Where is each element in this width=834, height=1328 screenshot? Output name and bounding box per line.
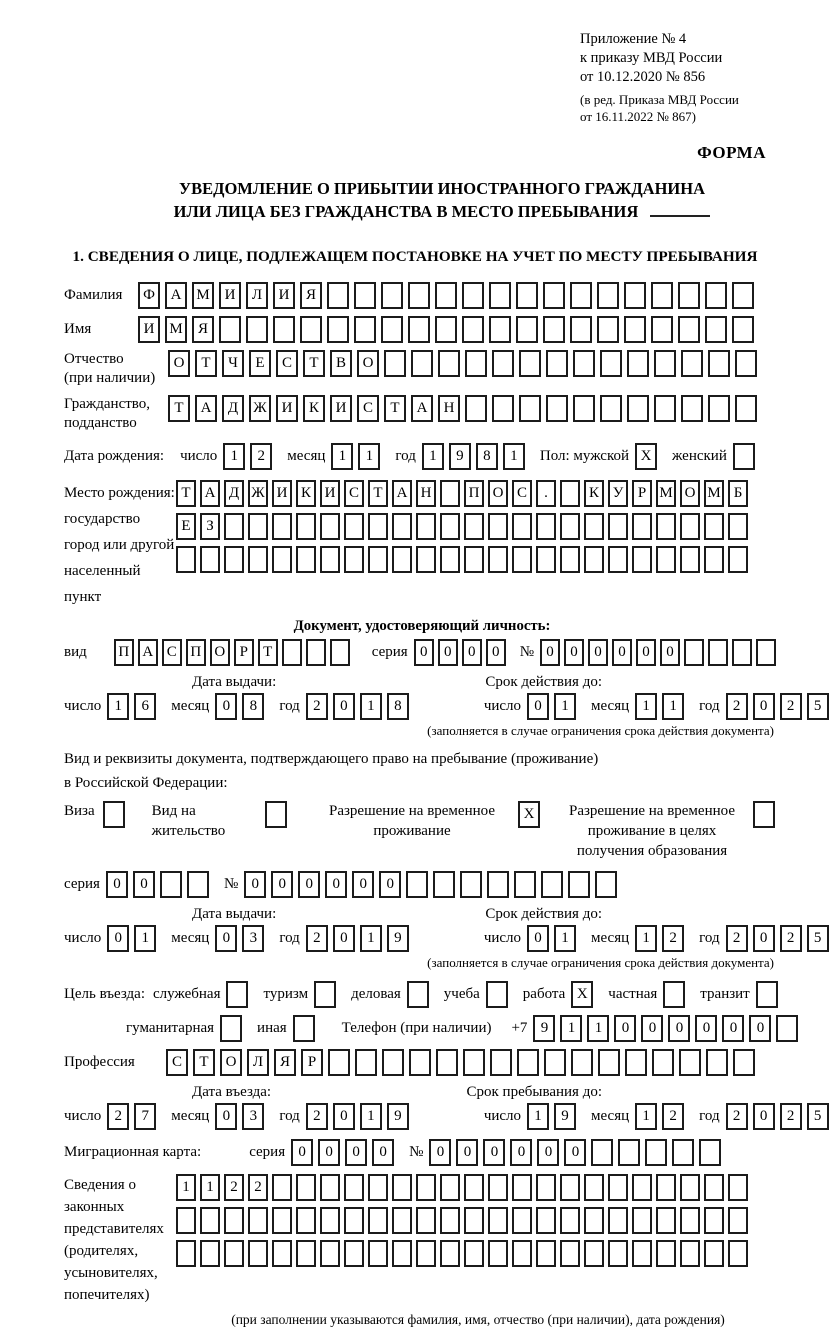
purpose-business-checkbox[interactable]	[407, 981, 434, 1008]
section-1-heading: 1. СВЕДЕНИЯ О ЛИЦЕ, ПОДЛЕЖАЩЕМ ПОСТАНОВКЕ НА УЧЕТ ПО МЕСТУ ПРЕБЫВАНИЯ	[72, 248, 758, 265]
name-row	[64, 316, 780, 343]
order-reference	[580, 30, 780, 125]
birth-day-label: число	[180, 448, 218, 464]
stay-valid-year-cells[interactable]: 2 0 2 5	[726, 925, 834, 952]
stay-issue-title: Дата выдачи:	[192, 906, 277, 922]
option-visa: Виза	[64, 801, 130, 828]
surname-label: Фамилия	[64, 287, 123, 303]
identity-kind-label: вид	[64, 644, 87, 660]
migration-series-label: серия	[249, 1144, 286, 1160]
name-label: Имя	[64, 321, 92, 337]
profession-row	[64, 1049, 780, 1076]
issue-year-label: год	[279, 698, 300, 714]
representatives-note: (при заполнении указываются фамилия, имя, отчество (при наличии), дата рождения)	[231, 1312, 725, 1327]
birthplace-block	[64, 480, 780, 610]
forma-label: ФОРМА	[697, 143, 766, 162]
purpose-study-label: учеба	[443, 986, 480, 1002]
residence-permit-checkbox[interactable]	[265, 801, 292, 828]
migration-number-cells[interactable]: 0 0 0 0 0 0	[429, 1139, 726, 1166]
identity-issue-month-cells[interactable]: 0 8	[215, 693, 269, 720]
patronymic-cells[interactable]: О Т Ч Е С Т В О	[168, 350, 762, 377]
stay-series-cells[interactable]: 0 0	[106, 871, 214, 898]
citizenship-label: Гражданство,	[64, 396, 151, 412]
stay-number-label: №	[223, 876, 239, 892]
stay-until-year-cells[interactable]: 2 0 2 5	[726, 1103, 834, 1130]
purpose-private-label: частная	[608, 986, 658, 1002]
stay-issue-year-label: год	[279, 930, 300, 946]
purpose-other-checkbox[interactable]	[293, 1015, 320, 1042]
stay-until-month-cells[interactable]: 1 2	[635, 1103, 689, 1130]
purpose-row-2	[126, 1015, 780, 1042]
stay-until-month-label: месяц	[591, 1108, 630, 1124]
representatives-block: Сведения о законных представителях (родителях, усыновителях, попечителях) 1 1 2 2	[64, 1174, 780, 1306]
stay-doc-intro-2: в Российской Федерации:	[64, 775, 228, 791]
purpose-private-checkbox[interactable]	[663, 981, 690, 1008]
identity-series-label: серия	[371, 644, 408, 660]
birth-date-label: Дата рождения:	[64, 448, 165, 464]
valid-month-label: месяц	[591, 698, 630, 714]
identity-doc-row	[64, 639, 780, 666]
surname-row	[64, 282, 780, 309]
valid-year-label: год	[699, 698, 720, 714]
birth-month-cells[interactable]: 1 1	[331, 443, 385, 470]
citizenship-label-2: подданство	[64, 415, 137, 431]
purpose-transit-checkbox[interactable]	[756, 981, 783, 1008]
identity-valid-year-cells[interactable]: 2 0 2 5	[726, 693, 834, 720]
identity-doc-dates	[64, 693, 822, 720]
purpose-row	[64, 981, 780, 1008]
order-reference-line: от 10.12.2020 № 856	[580, 69, 706, 85]
patronymic-row	[64, 350, 780, 388]
stay-until-day-cells[interactable]: 1 9	[527, 1103, 581, 1130]
birth-year-cells[interactable]: 1 9 8 1	[422, 443, 530, 470]
entry-valid-title: Срок пребывания до:	[466, 1084, 602, 1100]
stay-valid-day-label: число	[483, 930, 522, 946]
form-title	[104, 177, 780, 223]
identity-issue-year-cells[interactable]: 2 0 1 8	[306, 693, 414, 720]
birthplace-cells-row2[interactable]: Е З	[176, 513, 752, 540]
identity-valid-note: (заполняется в случае ограничения срока действия документа)	[427, 723, 774, 738]
birth-year-label: год	[395, 448, 416, 464]
entry-month-label: месяц	[171, 1108, 210, 1124]
representatives-cells-row1[interactable]: 1 1 2 2	[176, 1174, 752, 1201]
form-title-line1: УВЕДОМЛЕНИЕ О ПРИБЫТИИ ИНОСТРАННОГО ГРАЖДАНИНА	[178, 179, 706, 198]
entry-month-cells[interactable]: 0 3	[215, 1103, 269, 1130]
identity-number-cells[interactable]: 0 0 0 0 0 0	[540, 639, 780, 666]
entry-year-cells[interactable]: 2 0 1 9	[306, 1103, 414, 1130]
migration-series-cells[interactable]: 0 0 0 0	[291, 1139, 399, 1166]
profession-label: Профессия	[64, 1054, 135, 1070]
birth-month-label: месяц	[287, 448, 326, 464]
purpose-work-label: работа	[522, 986, 566, 1002]
migration-card-row	[64, 1139, 780, 1166]
stay-doc-date-titles	[64, 906, 780, 923]
purpose-tourism-label: туризм	[263, 986, 309, 1002]
stay-issue-month-label: месяц	[171, 930, 210, 946]
entry-date-titles	[64, 1084, 780, 1101]
stay-number-cells[interactable]: 0 0 0 0 0 0	[244, 871, 622, 898]
purpose-study-checkbox[interactable]	[486, 981, 513, 1008]
phone-cells[interactable]: 9 1 1 0 0 0 0 0 0	[533, 1015, 803, 1042]
name-cells[interactable]: И М Я	[138, 316, 759, 343]
stay-issue-month-cells[interactable]: 0 3	[215, 925, 269, 952]
sex-female-checkbox[interactable]	[733, 443, 760, 470]
stay-valid-year-label: год	[699, 930, 720, 946]
phone-label: Телефон (при наличии)	[341, 1020, 492, 1036]
sex-male-checkbox[interactable]: X	[635, 443, 662, 470]
stay-valid-title: Срок действия до:	[485, 906, 602, 922]
stay-valid-month-label: месяц	[591, 930, 630, 946]
birth-day-cells[interactable]: 1 2	[223, 443, 277, 470]
profession-cells[interactable]: С Т О Л Я Р	[166, 1049, 760, 1076]
option-temp-residence-education: Разрешение на временное проживание в целях получения образования	[559, 801, 780, 861]
purpose-humanitarian-checkbox[interactable]	[220, 1015, 247, 1042]
stay-doc-dates	[64, 925, 822, 952]
purpose-transit-label: транзит	[700, 986, 750, 1002]
visa-checkbox[interactable]	[103, 801, 130, 828]
entry-dates	[64, 1103, 822, 1130]
purpose-label: Цель въезда:	[64, 986, 145, 1002]
stay-until-day-label: число	[483, 1108, 522, 1124]
stay-issue-day-cells[interactable]: 0 1	[107, 925, 161, 952]
identity-issue-day-cells[interactable]: 1 6	[107, 693, 161, 720]
stay-valid-day-cells[interactable]: 0 1	[527, 925, 581, 952]
phone-prefix: +7	[511, 1020, 528, 1036]
patronymic-label-2: (при наличии)	[64, 370, 156, 386]
birthplace-label: Место рождения:	[64, 485, 175, 501]
migration-card-label: Миграционная карта:	[64, 1144, 202, 1160]
valid-day-label: число	[483, 698, 522, 714]
purpose-other-label: иная	[257, 1020, 287, 1036]
identity-number-label: №	[519, 644, 534, 660]
sex-female-label: женский	[672, 448, 727, 464]
birthplace-label-state: государство	[64, 511, 141, 527]
temp-residence-education-checkbox[interactable]	[753, 801, 780, 828]
stay-until-year-label: год	[699, 1108, 720, 1124]
entry-day-label: число	[64, 1108, 102, 1124]
birthplace-label-settlement: населенный пункт	[64, 563, 141, 605]
stay-doc-options	[64, 801, 780, 861]
stay-valid-month-cells[interactable]: 1 2	[635, 925, 689, 952]
identity-doc-date-titles	[64, 674, 780, 691]
stay-issue-day-label: число	[64, 930, 102, 946]
stay-issue-year-cells[interactable]: 2 0 1 9	[306, 925, 414, 952]
identity-valid-title: Срок действия до:	[485, 674, 602, 690]
identity-kind-cells[interactable]: П А С П О Р Т	[114, 639, 354, 666]
issue-month-label: месяц	[171, 698, 210, 714]
order-revision-line: (в ред. Приказа МВД России	[580, 92, 739, 107]
migration-number-label: №	[409, 1144, 424, 1160]
representatives-label: Сведения о	[64, 1177, 136, 1193]
birthplace-label-city: город или другой	[64, 537, 175, 553]
entry-date-title: Дата въезда:	[192, 1084, 272, 1100]
representatives-cells-row3[interactable]	[176, 1240, 752, 1267]
order-revision-line: от 16.11.2022 № 867)	[580, 109, 697, 124]
birthplace-cells-row1[interactable]: Т А Д Ж И К И С Т А Н П О С . К У Р М О М Б	[176, 480, 752, 507]
purpose-official-checkbox[interactable]	[226, 981, 253, 1008]
identity-issue-title: Дата выдачи:	[192, 674, 277, 690]
identity-valid-day-cells[interactable]: 0 1	[527, 693, 581, 720]
birthplace-cells-row3[interactable]	[176, 546, 752, 573]
identity-doc-heading: Документ, удостоверяющий личность:	[293, 618, 551, 634]
issue-day-label: число	[64, 698, 102, 714]
entry-year-label: год	[279, 1108, 300, 1124]
title-blank-line	[650, 215, 710, 217]
birth-date-row	[64, 443, 780, 470]
identity-series-cells[interactable]: 0 0 0 0	[414, 639, 510, 666]
representatives-cells-row2[interactable]	[176, 1207, 752, 1234]
option-residence-permit: Вид на жительство	[152, 801, 292, 841]
citizenship-row	[64, 395, 780, 433]
purpose-official-label: служебная	[152, 986, 221, 1002]
stay-series-label: серия	[64, 876, 100, 892]
purpose-tourism-checkbox[interactable]	[314, 981, 341, 1008]
stay-valid-note: (заполняется в случае ограничения срока действия документа)	[427, 955, 774, 970]
citizenship-cells[interactable]: Т А Д Ж И К И С Т А Н	[168, 395, 762, 422]
sex-male-label: Пол: мужской	[539, 448, 630, 464]
entry-day-cells[interactable]: 2 7	[107, 1103, 161, 1130]
form-title-line2: ИЛИ ЛИЦА БЕЗ ГРАЖДАНСТВА В МЕСТО ПРЕБЫВАНИЯ	[173, 202, 639, 221]
purpose-business-label: деловая	[351, 986, 401, 1002]
identity-valid-month-cells[interactable]: 1 1	[635, 693, 689, 720]
purpose-humanitarian-label: гуманитарная	[126, 1020, 215, 1036]
surname-cells[interactable]: Ф А М И Л И Я	[138, 282, 759, 309]
temp-residence-checkbox[interactable]: X	[518, 801, 545, 828]
stay-doc-series-row	[64, 871, 780, 898]
patronymic-label: Отчество	[64, 351, 124, 367]
order-reference-line: к приказу МВД России	[580, 50, 723, 66]
purpose-work-checkbox[interactable]: X	[571, 981, 598, 1008]
option-temp-residence: Разрешение на временное проживание X	[314, 801, 545, 841]
order-reference-line: Приложение № 4	[580, 31, 687, 47]
stay-doc-intro-1: Вид и реквизиты документа, подтверждающего право на пребывание (проживание)	[64, 751, 599, 767]
